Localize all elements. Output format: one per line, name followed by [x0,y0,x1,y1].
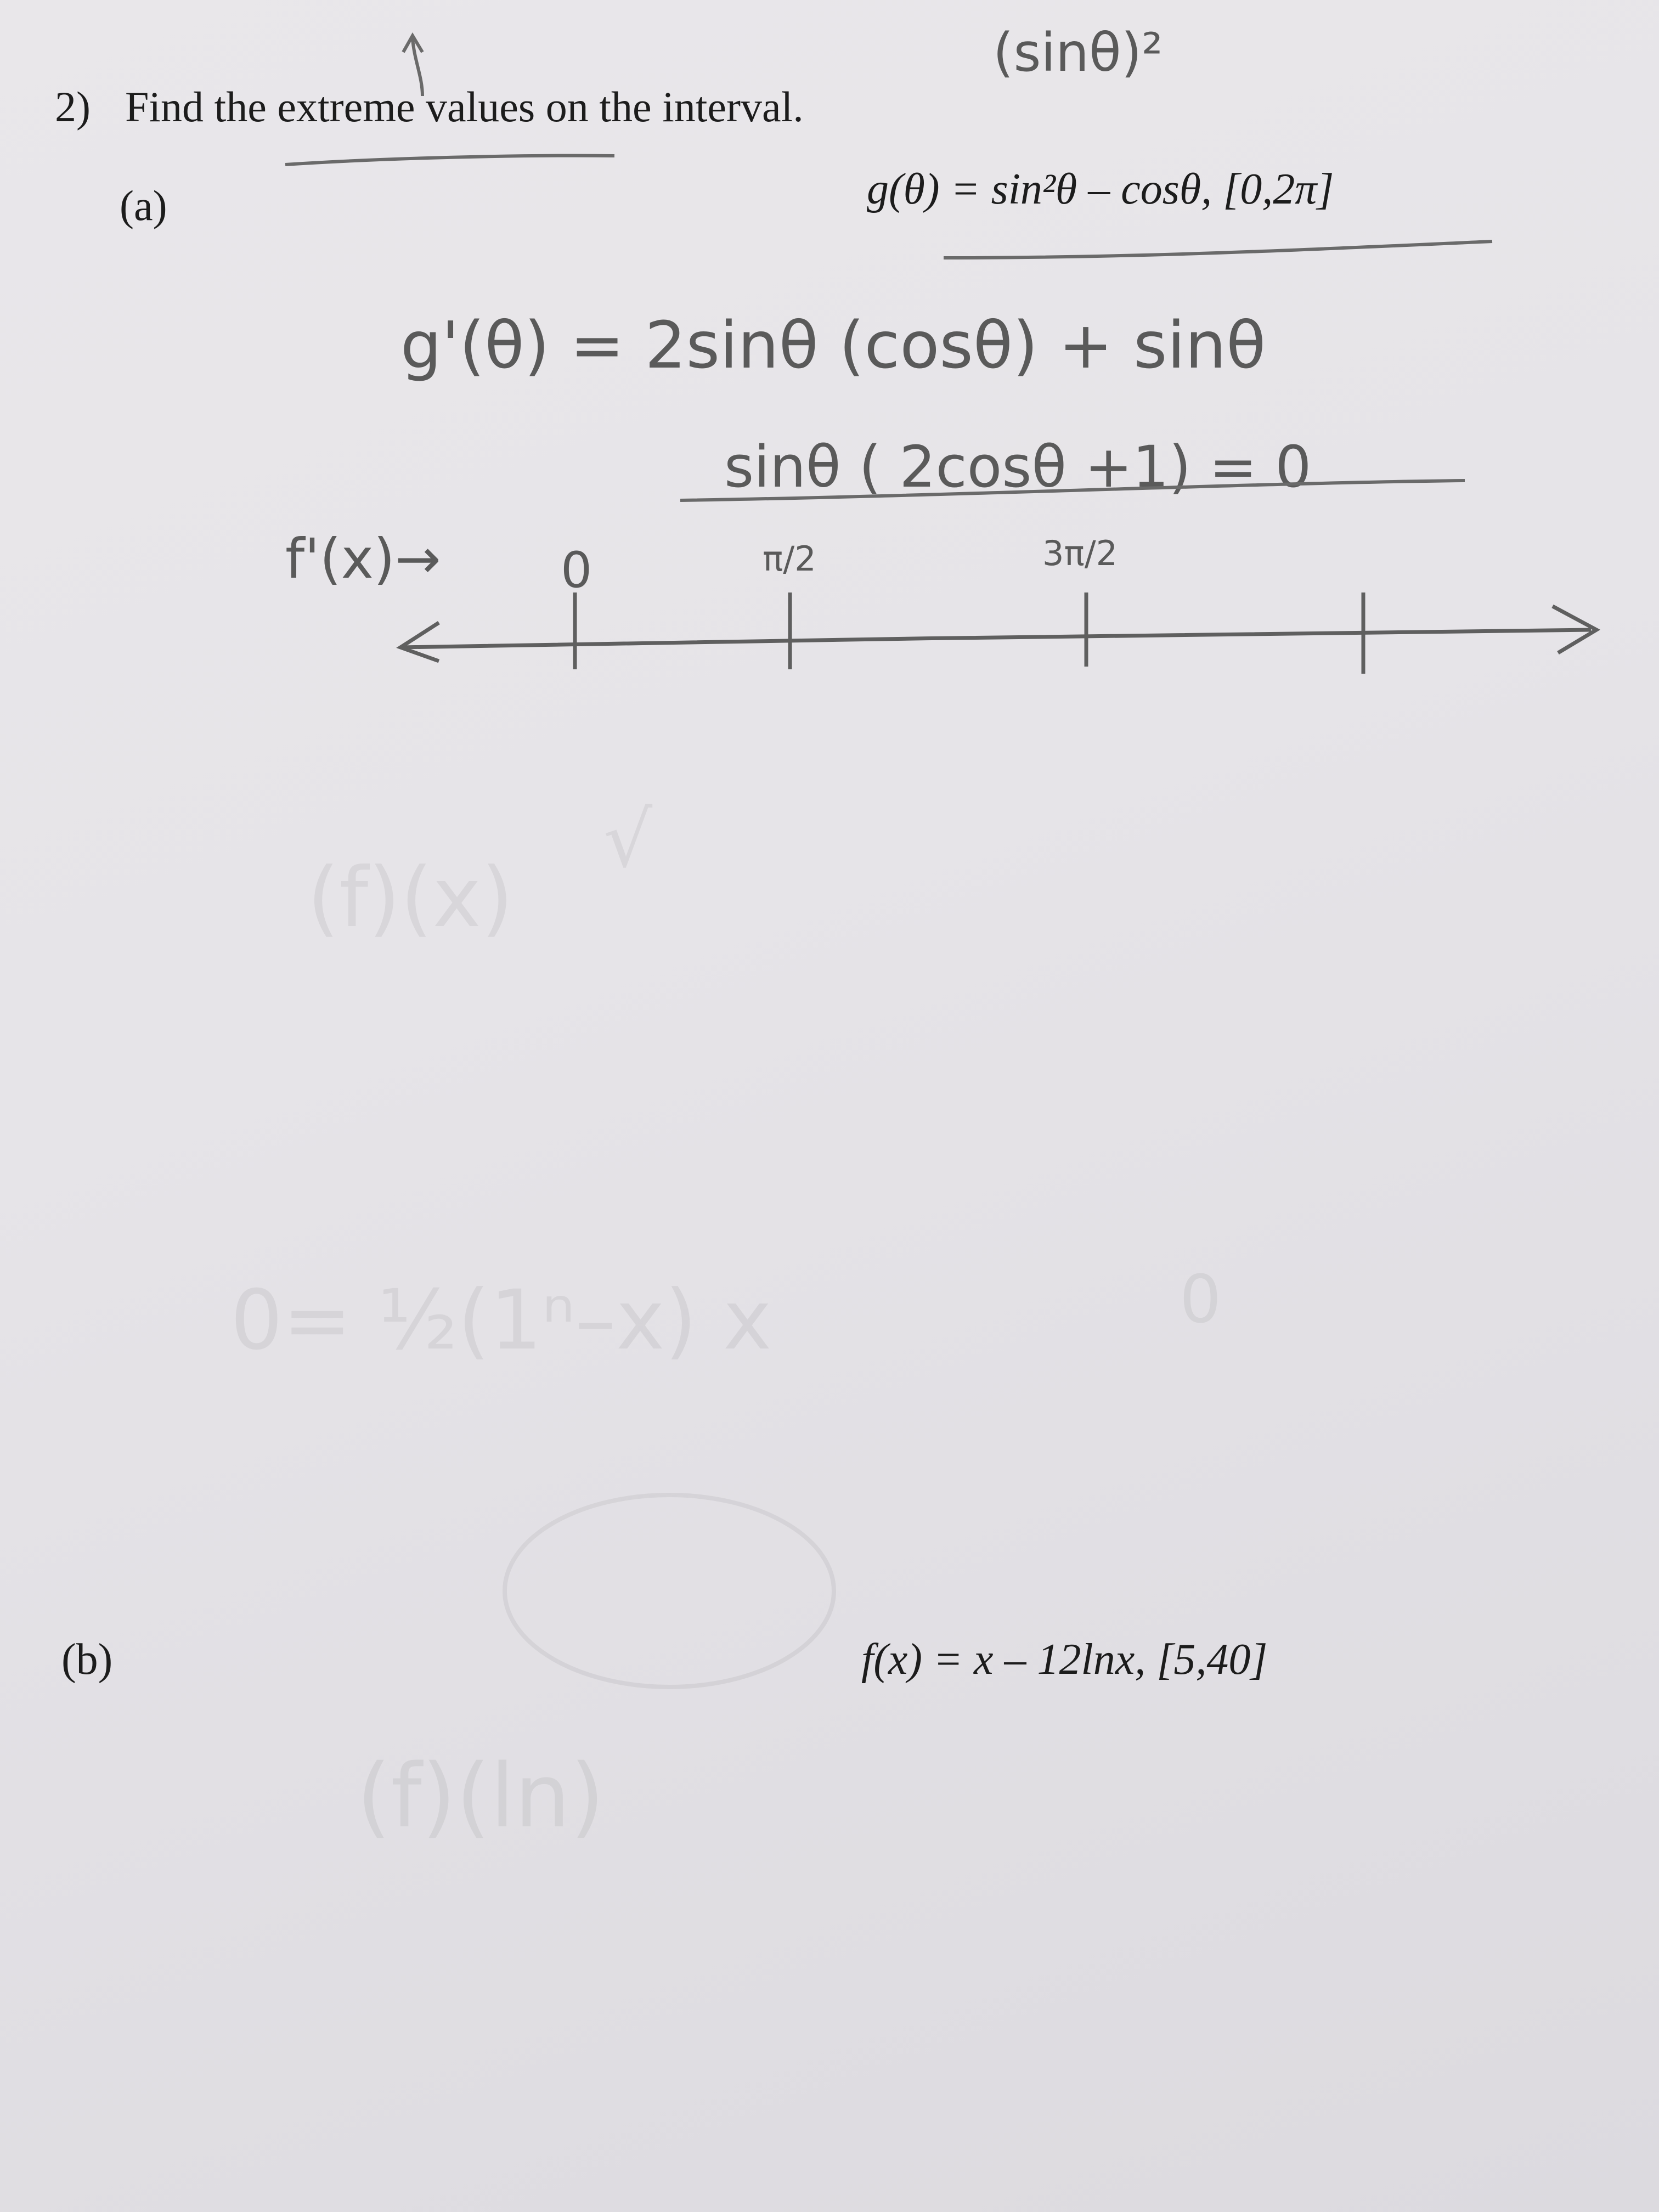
part-b-expression: f(x) = x – 12lnx, [5,40] [861,1635,1268,1684]
number-line-label: π/2 [763,539,816,579]
handwritten-underline [285,156,614,165]
number-line-label: 0 [561,541,592,599]
bleed-through-text: (f)(x) [307,850,514,946]
part-a-expression: g(θ) = sin²θ – cosθ, [0,2π] [867,165,1334,213]
bleed-through-text: √ [603,795,653,885]
handwritten-underline [944,241,1492,258]
part-b-label: (b) [61,1635,113,1684]
number-line [400,630,1591,647]
part-a-label: (a) [120,182,167,229]
handwritten-underline [680,481,1465,500]
number-line-left-arrow [400,623,439,661]
handwritten-derivative: g'(θ) = 2sinθ (cosθ) + sinθ [400,307,1266,383]
handwritten-sin-squared-note: (sinθ)² [993,22,1163,83]
handwritten-f-prime-label: f'(x)→ [285,527,441,591]
handwritten-up-arrow [403,36,422,96]
bleed-through-text: 0 [1180,1262,1222,1338]
question-number: 2) [55,83,91,131]
bleed-through-circle [505,1495,834,1687]
bleed-through-text: (f)(ln) [357,1745,605,1847]
bleed-through-text: 0= ½(1ⁿ–x) x [230,1273,772,1368]
question-prompt: Find the extreme values on the interval. [125,83,804,131]
handwritten-factored-equation: sinθ ( 2cosθ +1) = 0 [724,433,1312,500]
number-line-label: 3π/2 [1042,533,1118,573]
